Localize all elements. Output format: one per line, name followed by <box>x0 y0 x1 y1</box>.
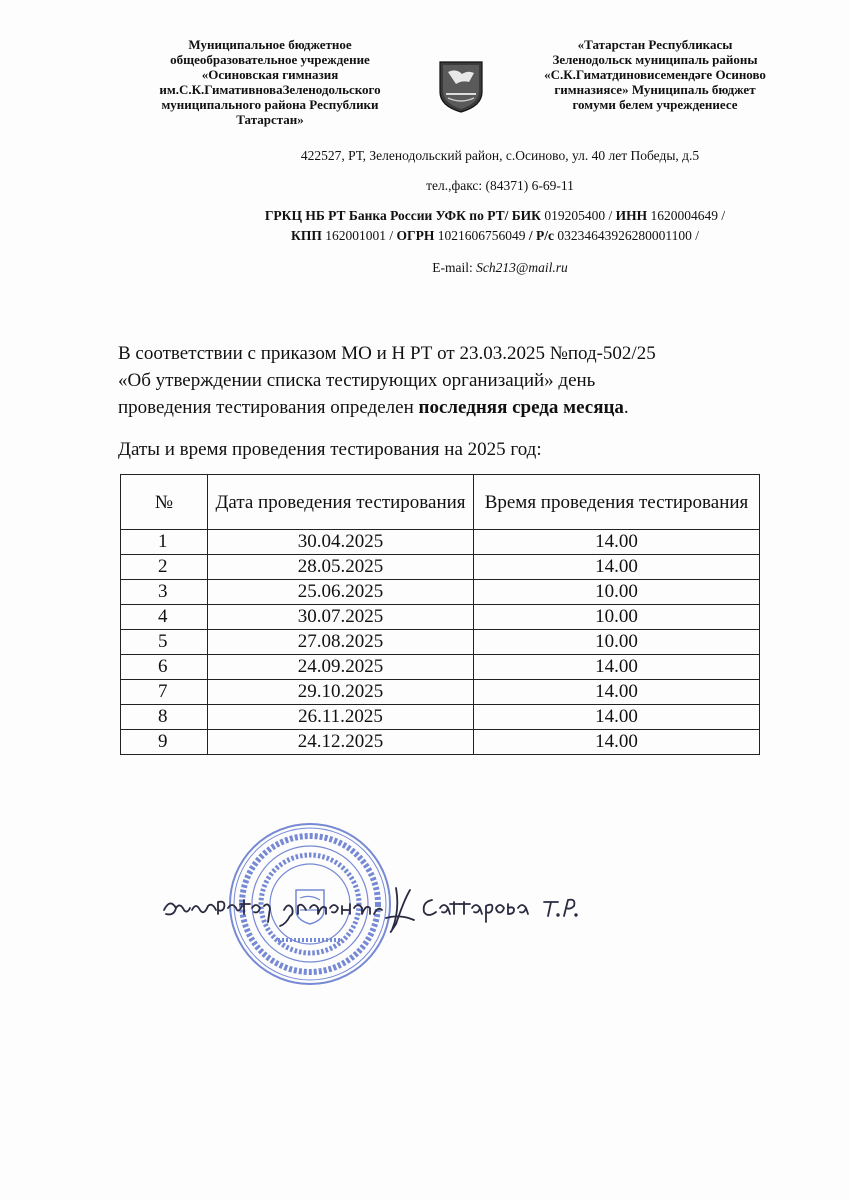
org-right-line: Зеленодольск муниципаль районы <box>552 52 758 67</box>
row-time: 14.00 <box>474 555 760 580</box>
row-number: 4 <box>121 605 208 630</box>
org-left-line: им.С.К.ГимативноваЗеленодольского <box>159 82 381 97</box>
org-right-line: «Татарстан Республикасы <box>577 37 733 52</box>
org-left-line: Муниципальное бюджетное <box>188 37 352 52</box>
kpp-value: 162001001 / <box>321 228 397 243</box>
org-right-line: «С.К.Гиматдиновисемендәге Осиново <box>544 67 766 82</box>
para-line: В соответствии с приказом МО и Н РТ от 23.03.2025 №под-502/25 <box>118 343 656 364</box>
org-left-line: общеобразовательное учреждение <box>170 52 370 67</box>
column-header-time: Время проведения тестирования <box>474 475 760 530</box>
row-number: 8 <box>121 705 208 730</box>
table-row <box>121 605 760 630</box>
column-header-number: № <box>121 475 208 530</box>
row-number: 5 <box>121 630 208 655</box>
email-line <box>200 260 800 276</box>
table-row <box>121 580 760 605</box>
zelenodolsk-coat-of-arms-icon <box>436 58 486 114</box>
row-number: 7 <box>121 680 208 705</box>
para-line <box>118 394 758 421</box>
org-left-line: Татарстан» <box>236 112 304 127</box>
org-name-russian <box>140 37 400 127</box>
ogrn-value: 1021606756049 <box>434 228 529 243</box>
row-time: 14.00 <box>474 705 760 730</box>
row-time: 14.00 <box>474 530 760 555</box>
emphasis-text: последняя среда месяца <box>418 397 624 418</box>
ogrn-label: ОГРН <box>396 228 435 243</box>
table-row <box>121 555 760 580</box>
row-number: 9 <box>121 730 208 755</box>
table-header-row <box>121 475 760 530</box>
org-right-line: гомуми белем учреждениесе <box>572 97 738 112</box>
bank-line-2 <box>175 226 815 246</box>
email-label: E-mail: <box>432 260 477 275</box>
bik-value: 019205400 / <box>540 208 616 223</box>
row-number: 3 <box>121 580 208 605</box>
phone: тел.,факс: (84371) 6-69-11 <box>426 178 574 193</box>
row-date: 25.06.2025 <box>208 580 474 605</box>
row-date: 26.11.2025 <box>208 705 474 730</box>
row-time: 10.00 <box>474 630 760 655</box>
row-date: 24.09.2025 <box>208 655 474 680</box>
row-time: 14.00 <box>474 655 760 680</box>
director-signature-icon <box>160 880 590 940</box>
address: 422527, РТ, Зеленодольский район, с.Осиново, ул. 40 лет Победы, д.5 <box>300 148 700 163</box>
row-date: 30.04.2025 <box>208 530 474 555</box>
row-date: 27.08.2025 <box>208 630 474 655</box>
dates-heading: Даты и время проведения тестирования на 2025 год: <box>118 439 542 460</box>
row-time: 10.00 <box>474 580 760 605</box>
row-number: 6 <box>121 655 208 680</box>
para-line: «Об утверждении списка тестирующих организаций» день <box>118 370 596 391</box>
row-time: 14.00 <box>474 730 760 755</box>
para-line-prefix: проведения тестирования определен <box>118 397 419 418</box>
org-name-tatar <box>520 37 790 112</box>
inn-value: 1620004649 / <box>647 208 726 223</box>
row-date: 24.12.2025 <box>208 730 474 755</box>
rs-value: 03234643926280001100 / <box>553 228 699 243</box>
row-number: 2 <box>121 555 208 580</box>
inn-label: ИНН <box>615 208 648 223</box>
order-paragraph <box>118 340 758 421</box>
org-left-line: «Осиновская гимназия <box>201 67 339 82</box>
table-row <box>121 705 760 730</box>
para-line-suffix: . <box>623 397 629 418</box>
org-right-line: гимназиясе» Муниципаль бюджет <box>554 82 756 97</box>
row-date: 29.10.2025 <box>208 680 474 705</box>
testing-schedule-table <box>120 474 760 755</box>
bank-name: ГРКЦ НБ РТ Банка России УФК по РТ/ БИК <box>264 208 541 223</box>
row-time: 10.00 <box>474 605 760 630</box>
table-row <box>121 630 760 655</box>
row-time: 14.00 <box>474 680 760 705</box>
org-left-line: муниципального района Республики <box>161 97 379 112</box>
row-number: 1 <box>121 530 208 555</box>
table-row <box>121 680 760 705</box>
table-row <box>121 530 760 555</box>
column-header-date: Дата проведения тестирования <box>208 475 474 530</box>
email-link[interactable]: Sch213@mail.ru <box>476 260 568 275</box>
table-row <box>121 655 760 680</box>
bank-line-1 <box>175 206 815 226</box>
table-row <box>121 730 760 755</box>
rs-label: / Р/с <box>528 228 554 243</box>
row-date: 28.05.2025 <box>208 555 474 580</box>
kpp-label: КПП <box>291 228 322 243</box>
row-date: 30.07.2025 <box>208 605 474 630</box>
bank-details <box>175 206 815 246</box>
